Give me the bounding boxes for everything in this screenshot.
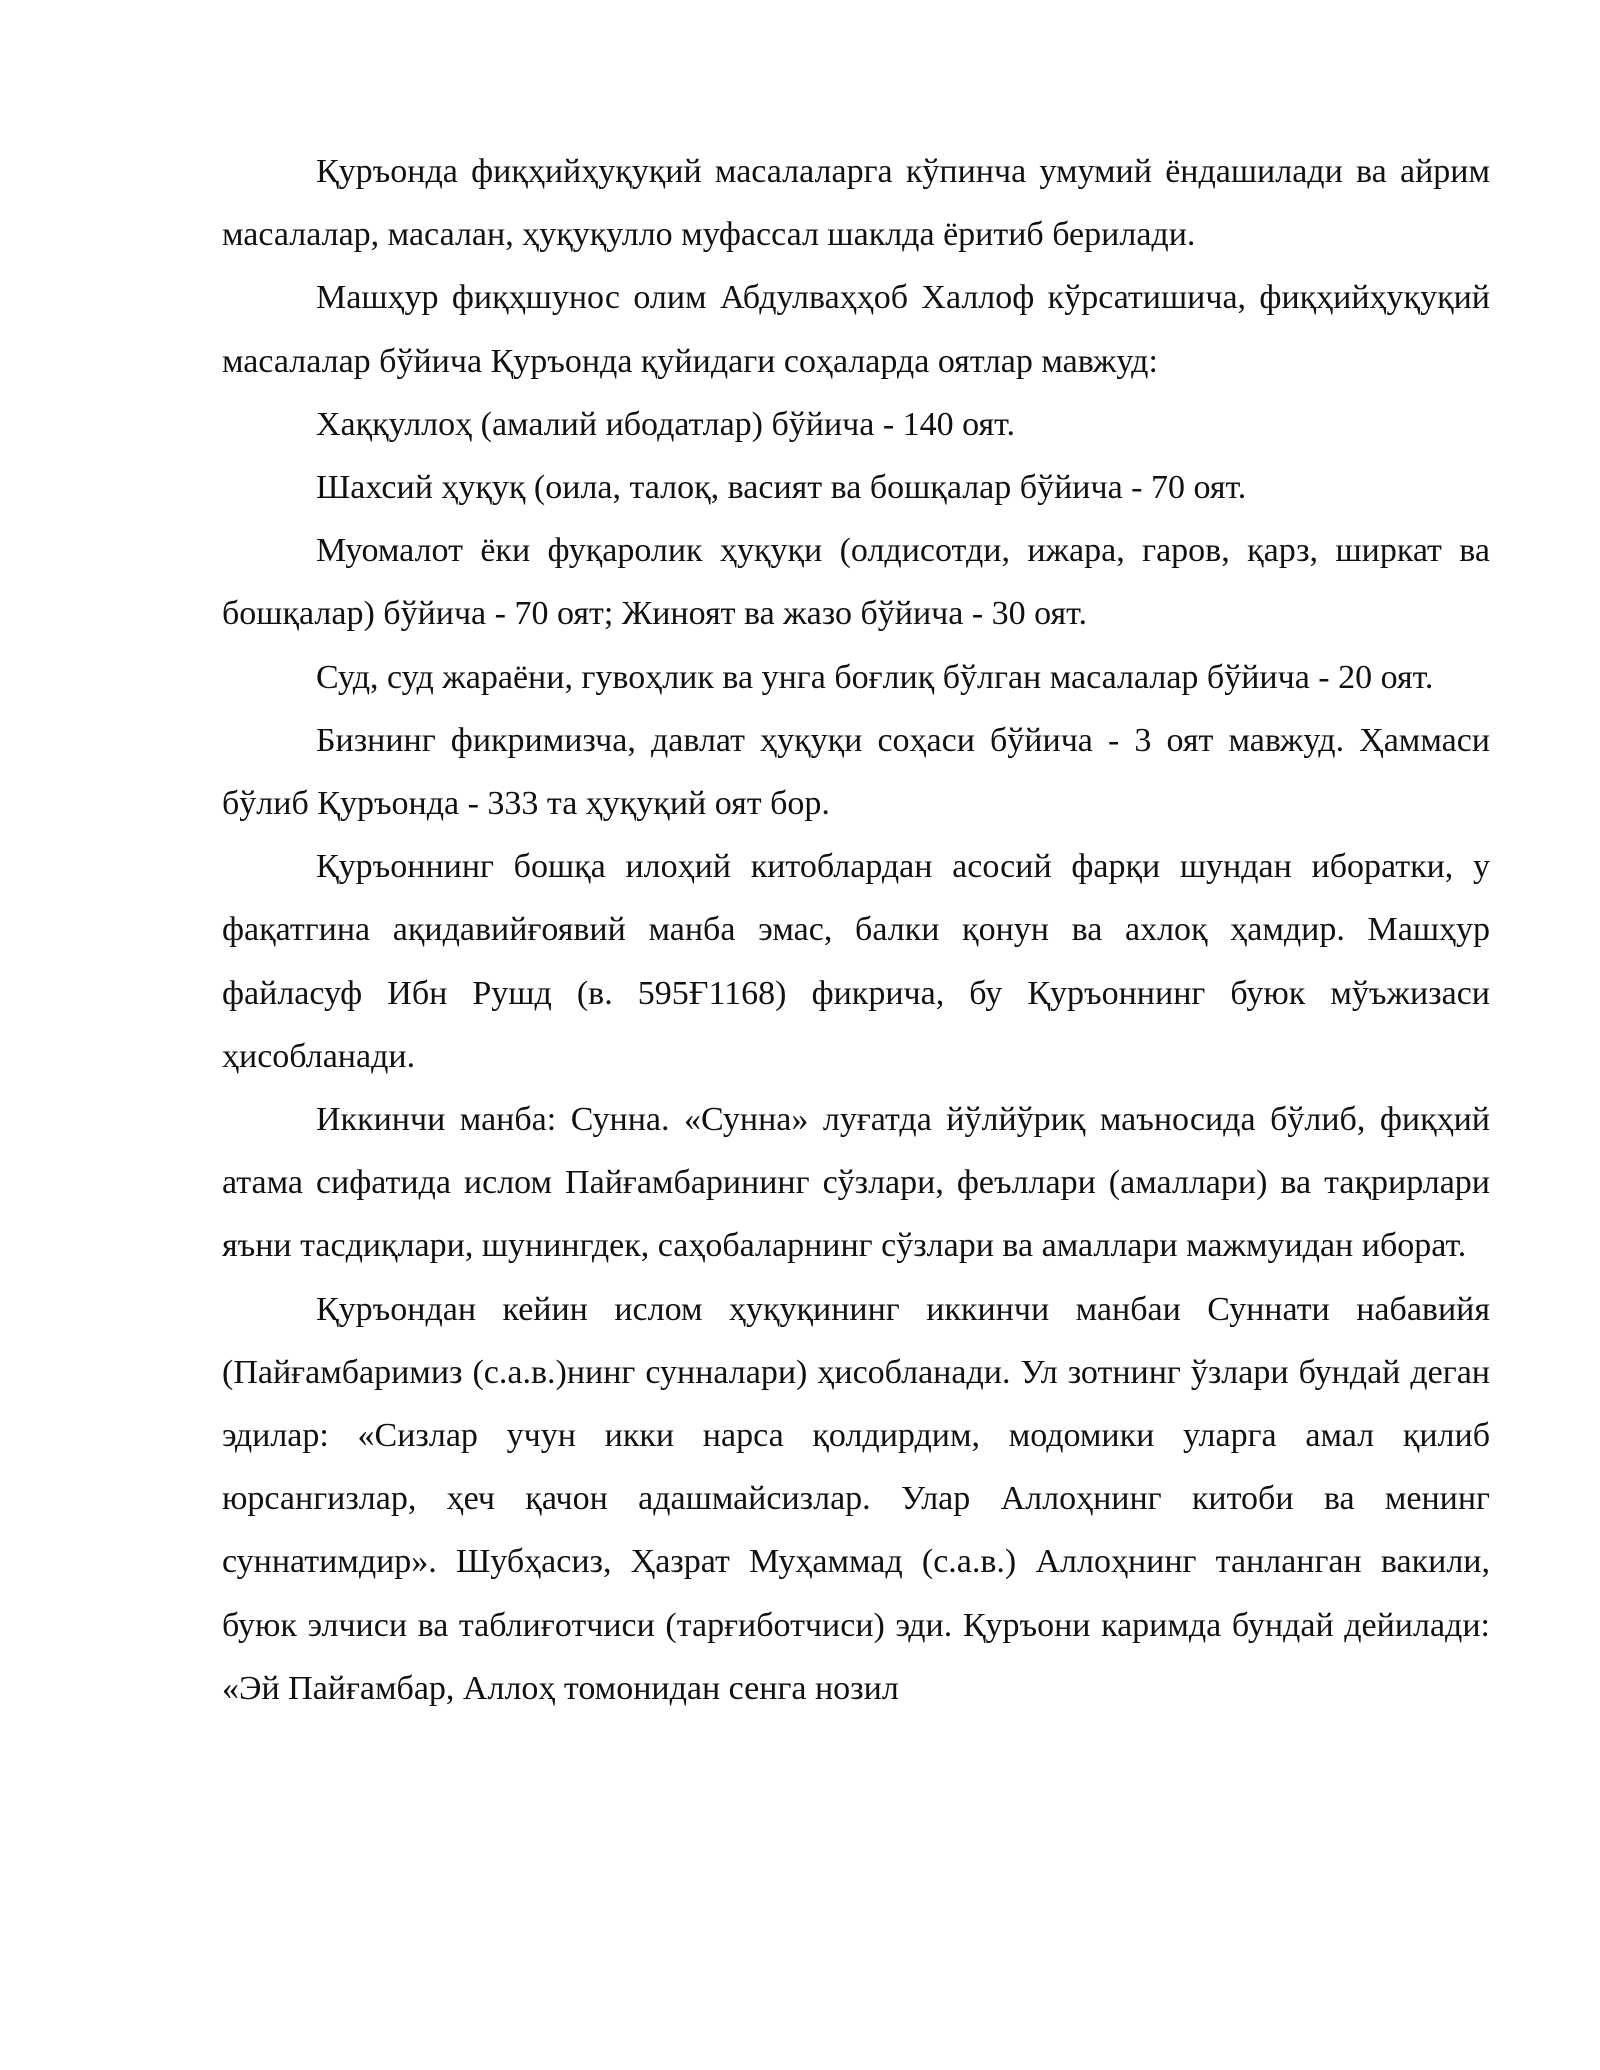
paragraph-sunnah-second-source: Қуръондан кейин ислом ҳуқуқининг иккинчи манбаи Суннати набавийя (Пайғамбаримиз (с.а.в.)нинг сунналари) ҳисобланади. Ул зотнинг ўзлари бундай деган эдилар: «Сизлар учун икки нарса қолдирдим, модомики уларга амал қилиб юрсангизлар, ҳеч қачон адашмайсизлар. Улар Аллоҳнинг китоби ва менинг суннатимдир». Шубҳасиз, Ҳазрат Муҳаммад (с.а.в.) Аллоҳнинг танланган вакили, буюк элчиси ва таблиғотчиси (тарғиботчиси) эди. Қуръони каримда бундай дейилади: «Эй Пайғамбар, Аллоҳ томонидан сенга нозил [222, 1290, 1490, 1707]
paragraph-personal-law-verses: Шахсий ҳуқуқ (оила, талоқ, васият ва бошқалар бўйича - 70 оят. [316, 469, 1247, 507]
paragraph-khallaf-classification: Машҳур фиқҳшунос олим Абдулваҳҳоб Халлоф кўрсатишича, фиқҳийҳуқуқий масалалар бўйича Қуръонда қуйидаги соҳаларда оятлар мавжуд: [222, 279, 1490, 380]
document-body [222, 140, 1490, 1720]
paragraph-sunnah-definition: Иккинчи манба: Сунна. «Сунна» луғатда йўлйўриқ маъносида бўлиб, фиқҳий атама сифатида ислом Пайғамбарининг сўзлари, феъллари (амаллари) ва тақрирлари яъни тасдиқлари, шунингдек, саҳобаларнинг сўзлари ва амаллари мажмуидан иборат. [222, 1101, 1490, 1265]
paragraph-civil-criminal-verses: Муомалот ёки фуқаролик ҳуқуқи (олдисотди, ижара, гаров, қарз, ширкат ва бошқалар) бўйича - 70 оят; Жиноят ва жазо бўйича - 30 оят. [222, 532, 1490, 633]
paragraph-haqqullah-verses: Хаққуллоҳ (амалий ибодатлар) бўйича - 140 оят. [316, 405, 1015, 443]
paragraph-state-law-verses: Бизнинг фикримизча, давлат ҳуқуқи соҳаси бўйича - 3 оят мавжуд. Ҳаммаси бўлиб Қуръонда - 333 та ҳуқуқий оят бор. [222, 721, 1490, 823]
paragraph-quran-general-approach: Қуръонда фиқҳийҳуқуқий масалаларга кўпинча умумий ёндашилади ва айрим масалалар, масалан, ҳуқуқулло муфассал шаклда ёритиб берилади. [222, 153, 1490, 254]
paragraph-court-verses: Суд, суд жараёни, гувоҳлик ва унга боғлиқ бўлган масалалар бўйича - 20 оят. [316, 658, 1434, 696]
paragraph-quran-distinction: Қуръоннинг бошқа илоҳий китоблардан асосий фарқи шундан иборатки, у фақатгина ақидавийғоявий манба эмас, балки қонун ва ахлоқ ҳамдир. Машҳур файласуф Ибн Рушд (в. 595Ғ1168) фикрича, бу Қуръоннинг буюк мўъжизаси ҳисобланади. [222, 848, 1490, 1075]
